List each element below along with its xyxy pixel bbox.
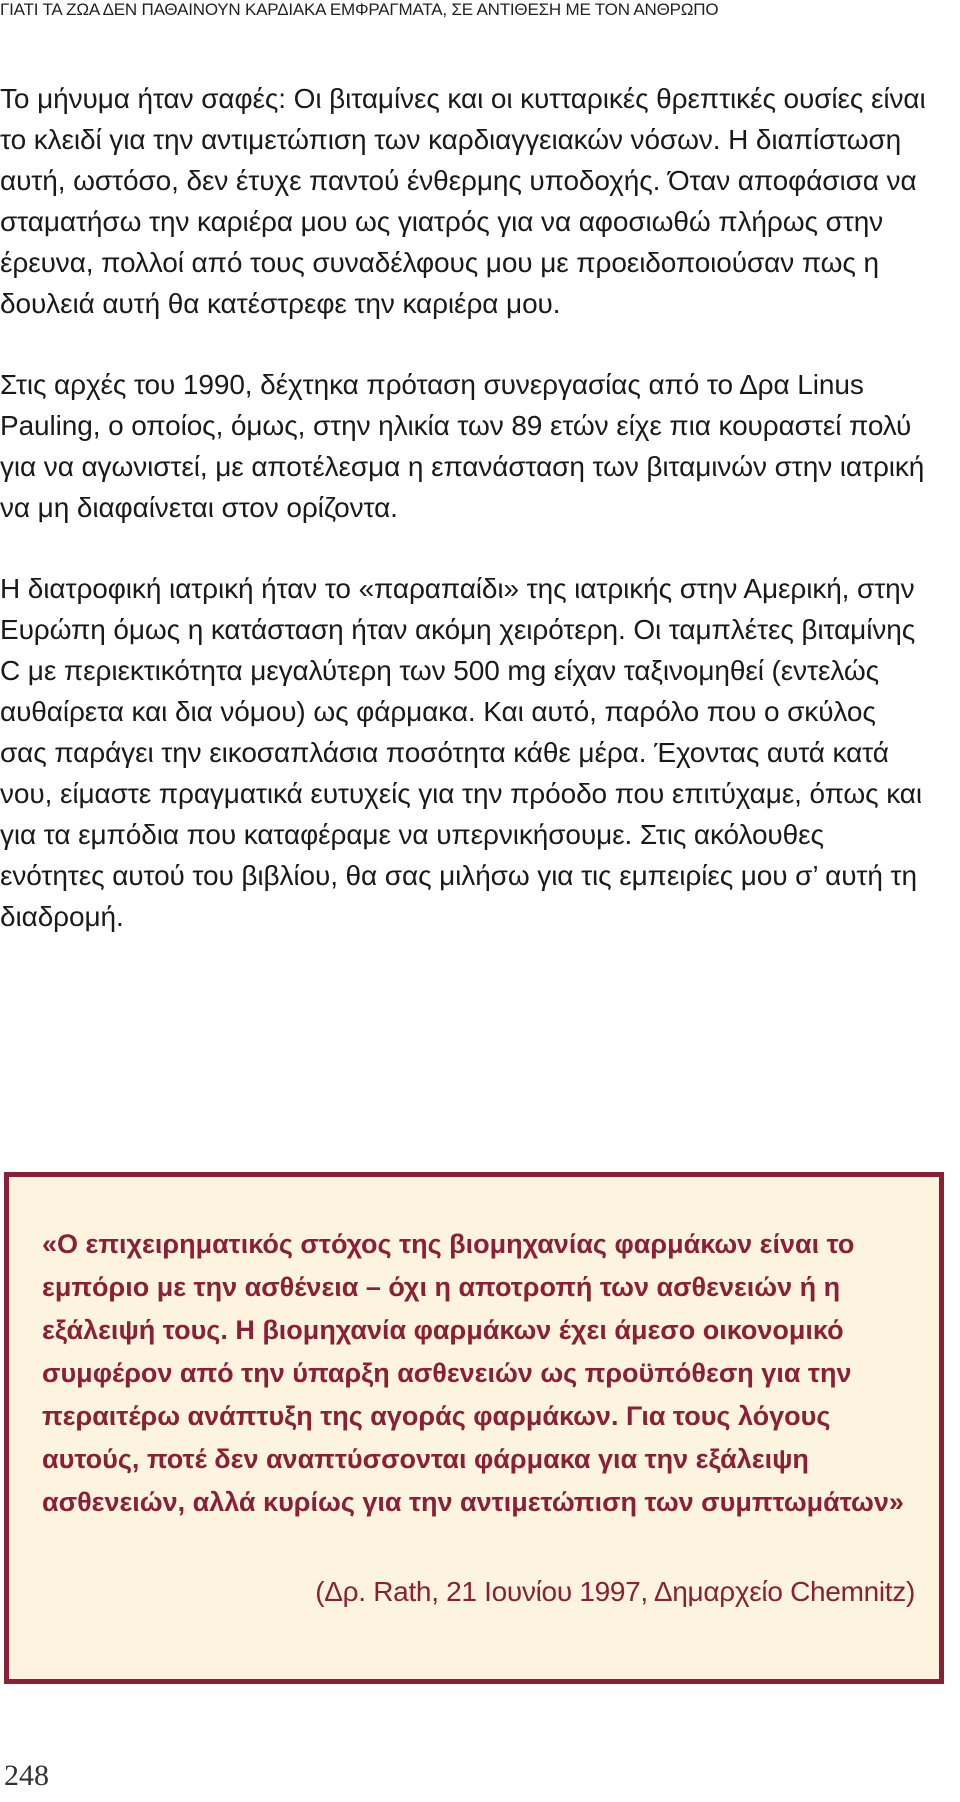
paragraph-2: Στις αρχές του 1990, δέχτηκα πρόταση συνεργασίας από το Δρα Linus Pauling, ο οποίος, όμως, στην ηλικία των 89 ετών είχε πια κουραστεί πολύ για να αγωνιστεί, με αποτέλεσμα η επανάσταση των βιταμινών στην ιατρική να μη διαφαίνεται στον ορίζοντα. bbox=[0, 369, 925, 523]
main-text bbox=[0, 78, 930, 977]
running-header: ΓΙΑΤΙ ΤΑ ΖΩΑ ΔΕΝ ΠΑΘΑΙΝΟΥΝ ΚΑΡΔΙΑΚΑ ΕΜΦΡΑΓΜΑΤΑ, ΣΕ ΑΝΤΙΘΕΣΗ ΜΕ ΤΟΝ ΑΝΘΡΩΠΟ bbox=[0, 0, 719, 19]
paragraph-3: Η διατροφική ιατρική ήταν το «παραπαίδι» της ιατρικής στην Αμερική, στην Ευρώπη όμως η κατάσταση ήταν ακόμη χειρότερη. Οι ταμπλέτες βιταμίνης C με περιεκτικότητα μεγαλύτερη των 500 mg είχαν ταξινομηθεί (εντελώς αυθαίρετα και δια νόμου) ως φάρμακα. Και αυτό, παρόλο που ο σκύλος σας παράγει την εικοσαπλάσια ποσότητα κάθε μέρα. Έχοντας αυτά κατά νου, είμαστε πραγματικά ευτυχείς για την πρόοδο που επιτύχαμε, όπως και για τα εμπόδια που καταφέραμε να υπερνικήσουμε. Στις ακόλουθες ενότητες αυτού του βιβλίου, θα σας μιλήσω για τις εμπειρίες μου σ’ αυτή τη διαδρομή. bbox=[0, 573, 922, 932]
quote-attribution: (Δρ. Rath, 21 Ιουνίου 1997, Δημαρχείο Chemnitz) bbox=[315, 1576, 915, 1607]
quote-text: «Ο επιχειρηματικός στόχος της βιομηχανίας φαρμάκων είναι το εμπόριο με την ασθένεια – όχι η αποτροπή των ασθενειών ή η εξάλειψή τους. Η βιομηχανία φαρμάκων έχει άμεσο οικονομικό συμφέρον από την ύπαρξη ασθενειών ως προϋπόθεση για την περαιτέρω ανάπτυξη της αγοράς φαρμάκων. Για τους λόγους αυτούς, ποτέ δεν αναπτύσσονται φάρμακα για την εξάλειψη ασθενειών, αλλά κυρίως για την αντιμετώπιση των συμπτωμάτων» bbox=[42, 1229, 904, 1517]
page-number: 248 bbox=[4, 1759, 49, 1792]
paragraph-1: Το μήνυμα ήταν σαφές: Οι βιταμίνες και οι κυτταρικές θρεπτικές ουσίες είναι το κλειδί για την αντιμετώπιση των καρδιαγγειακών νόσων. Η διαπίστωση αυτή, ωστόσο, δεν έτυχε παντού ένθερμης υποδοχής. Όταν αποφάσισα να σταματήσω την καριέρα μου ως γιατρός για να αφοσιωθώ πλήρως στην έρευνα, πολλοί από τους συναδέλφους μου με προειδοποιούσαν πως η δουλειά αυτή θα κατέστρεφε την καριέρα μου. bbox=[0, 83, 926, 319]
quote-box bbox=[4, 1172, 944, 1684]
